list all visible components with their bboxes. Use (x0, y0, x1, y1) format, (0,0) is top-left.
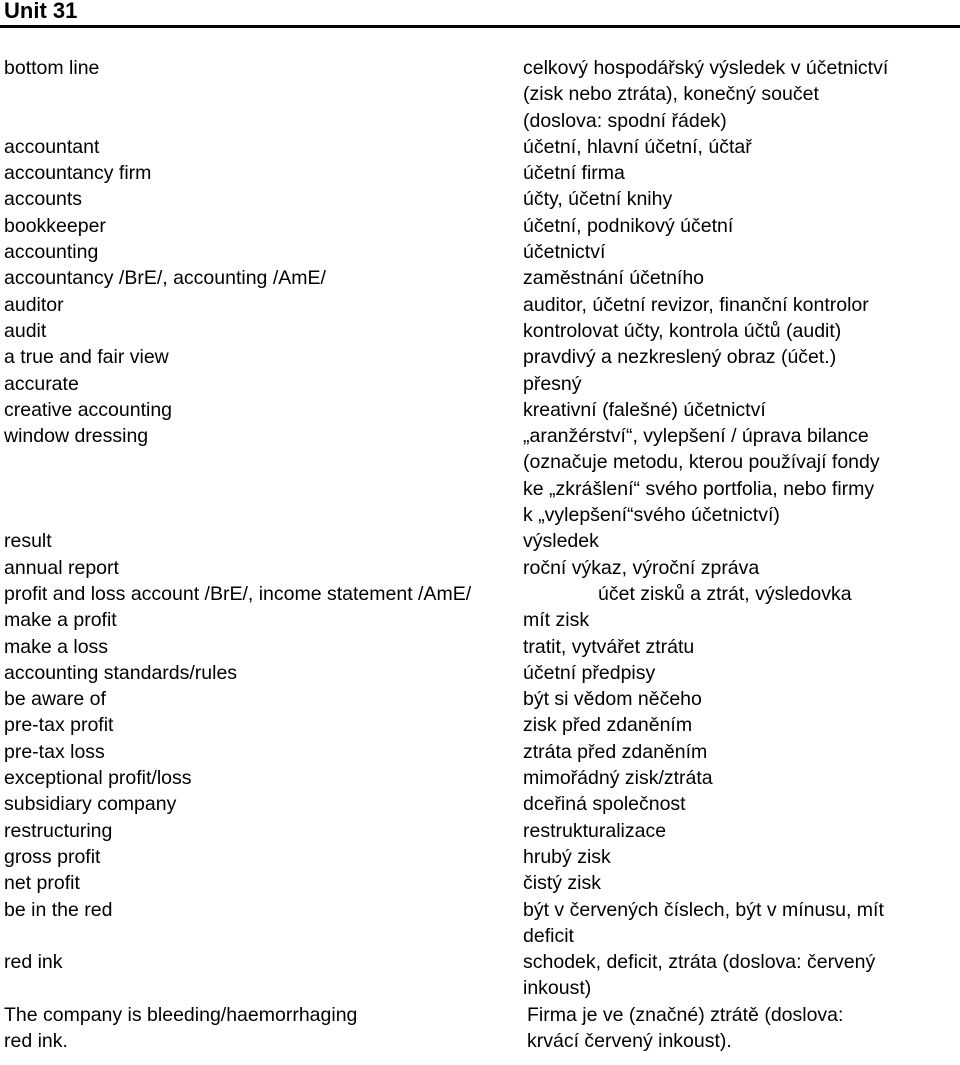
term-en: red ink (4, 951, 63, 974)
term-en: make a profit (4, 609, 117, 632)
title-underline (0, 25, 960, 28)
unit-title: Unit 31 (4, 0, 78, 23)
glossary-entry (0, 765, 960, 791)
term-en: be aware of (4, 688, 106, 711)
definition-cs: účetní firma (523, 162, 625, 185)
term-en: accountancy firm (4, 162, 152, 185)
term-en: subsidiary company (4, 793, 177, 816)
definition-cs: účetní, hlavní účetní, účtař (523, 135, 752, 158)
definition-cs: schodek, deficit, ztráta (doslova: červený inkoust) (523, 951, 876, 1000)
glossary-entry (0, 318, 960, 344)
glossary-entry (0, 581, 960, 607)
glossary-entry (0, 897, 960, 950)
term-en: a true and fair view (4, 346, 169, 369)
glossary-entry (0, 712, 960, 738)
term-en: audit (4, 319, 47, 342)
term-en: accounting (4, 241, 99, 264)
term-en: The company is bleeding/haemorrhaging red ink. (4, 1003, 358, 1052)
glossary-entry (0, 134, 960, 160)
glossary-list (0, 55, 960, 1054)
definition-cs: být v červených číslech, být v mínusu, mít deficit (523, 898, 884, 947)
term-en: auditor (4, 293, 64, 316)
term-en: exceptional profit/loss (4, 767, 192, 790)
term-en: pre-tax profit (4, 714, 114, 737)
definition-cs: kontrolovat účty, kontrola účtů (audit) (523, 319, 842, 342)
term-en: net profit (4, 872, 80, 895)
term-en: restructuring (4, 819, 113, 842)
glossary-entry (0, 371, 960, 397)
definition-cs: pravdivý a nezkreslený obraz (účet.) (523, 346, 837, 369)
glossary-entry (0, 528, 960, 554)
definition-cs: „aranžérství“, vylepšení / úprava bilance (označuje metodu, kterou používají fondy ke „zkrášlení“ svého portfolia, nebo firmy k „vylepšení“svého účetnictví) (523, 425, 880, 527)
term-en: bottom line (4, 57, 100, 79)
definition-cs: auditor, účetní revizor, finanční kontrolor (523, 293, 869, 316)
definition-cs: účet zisků a ztrát, výsledovka (598, 582, 852, 605)
glossary-entry (0, 186, 960, 212)
glossary-entry (0, 239, 960, 265)
glossary-entry (0, 607, 960, 633)
term-en: profit and loss account /BrE/, income statement /AmE/ (4, 582, 472, 605)
glossary-entry (0, 949, 960, 1002)
definition-cs: celkový hospodářský výsledek v účetnictví (zisk nebo ztráta), konečný součet (doslova: spodní řádek) (523, 57, 889, 132)
definition-cs: přesný (523, 372, 582, 395)
glossary-entry (0, 844, 960, 870)
glossary-entry (0, 791, 960, 817)
definition-cs: výsledek (523, 530, 599, 553)
term-en: accounts (4, 188, 83, 211)
definition-cs: účetní, podnikový účetní (523, 214, 734, 237)
glossary-entry (0, 686, 960, 712)
definition-cs: účetnictví (523, 241, 606, 264)
glossary-entry (0, 344, 960, 370)
glossary-entry (0, 634, 960, 660)
term-en: window dressing (4, 425, 149, 448)
term-en: make a loss (4, 635, 109, 658)
definition-cs: roční výkaz, výroční zpráva (523, 556, 760, 579)
glossary-entry (0, 55, 960, 134)
definition-cs: čistý zisk (523, 872, 601, 895)
glossary-entry (0, 423, 960, 528)
glossary-entry (0, 555, 960, 581)
definition-cs: být si vědom něčeho (523, 688, 702, 711)
glossary-entry (0, 265, 960, 291)
glossary-entry (0, 870, 960, 896)
definition-cs: hrubý zisk (523, 845, 611, 868)
glossary-entry (0, 397, 960, 423)
definition-cs: Firma je ve (značné) ztrátě (doslova: krvácí červený inkoust). (527, 1003, 844, 1052)
term-en: accountancy /BrE/, accounting /AmE/ (4, 267, 326, 290)
term-en: gross profit (4, 845, 101, 868)
definition-cs: mimořádný zisk/ztráta (523, 767, 713, 790)
glossary-entry (0, 213, 960, 239)
definition-cs: kreativní (falešné) účetnictví (523, 398, 766, 421)
term-en: bookkeeper (4, 214, 106, 237)
glossary-entry (0, 292, 960, 318)
definition-cs: zaměstnání účetního (523, 267, 705, 290)
term-en: accounting standards/rules (4, 661, 238, 684)
term-en: annual report (4, 556, 119, 579)
glossary-entry (0, 739, 960, 765)
glossary-entry (0, 818, 960, 844)
definition-cs: dceřiná společnost (523, 793, 686, 816)
term-en: accurate (4, 372, 79, 395)
glossary-entry (0, 1002, 960, 1055)
term-en: creative accounting (4, 398, 173, 421)
term-en: pre-tax loss (4, 740, 105, 763)
definition-cs: zisk před zdaněním (523, 714, 693, 737)
definition-cs: ztráta před zdaněním (523, 740, 708, 763)
definition-cs: mít zisk (523, 609, 590, 632)
definition-cs: restrukturalizace (523, 819, 667, 842)
term-en: result (4, 530, 52, 553)
term-en: be in the red (4, 898, 113, 921)
definition-cs: účetní předpisy (523, 661, 656, 684)
definition-cs: účty, účetní knihy (523, 188, 673, 211)
term-en: accountant (4, 135, 100, 158)
glossary-entry (0, 660, 960, 686)
glossary-entry (0, 160, 960, 186)
definition-cs: tratit, vytvářet ztrátu (523, 635, 695, 658)
